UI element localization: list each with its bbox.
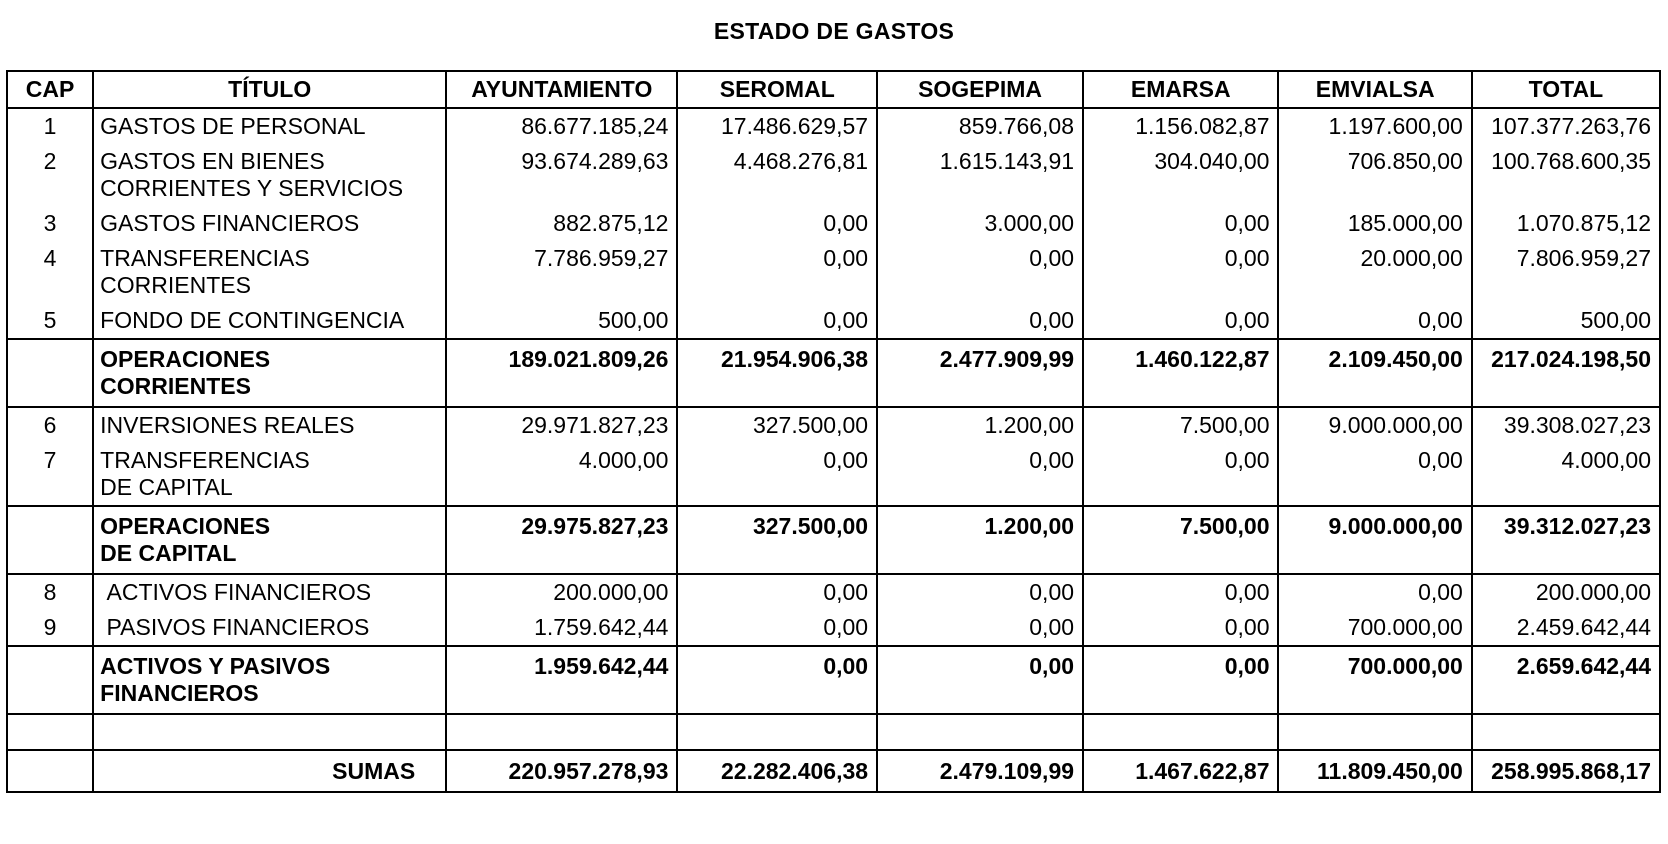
titulo-cell: TRANSFERENCIAS DE CAPITAL bbox=[93, 443, 446, 506]
value-cell: 1.197.600,00 bbox=[1278, 108, 1471, 144]
value-cell: 0,00 bbox=[677, 241, 877, 303]
cap-cell: 8 bbox=[7, 574, 93, 610]
value-cell: 0,00 bbox=[877, 646, 1083, 714]
value-cell: 86.677.185,24 bbox=[446, 108, 677, 144]
total-value-cell: 1.467.622,87 bbox=[1083, 750, 1278, 792]
value-cell: 706.850,00 bbox=[1278, 144, 1471, 206]
blank-cell bbox=[677, 714, 877, 750]
value-cell: 0,00 bbox=[1083, 303, 1278, 339]
blank-cell bbox=[1472, 714, 1660, 750]
total-value-cell: 220.957.278,93 bbox=[446, 750, 677, 792]
total-value-cell: 258.995.868,17 bbox=[1472, 750, 1660, 792]
value-cell: 189.021.809,26 bbox=[446, 339, 677, 407]
total-value-cell: 2.479.109,99 bbox=[877, 750, 1083, 792]
titulo-cell: GASTOS FINANCIEROS bbox=[93, 206, 446, 241]
cap-cell: 4 bbox=[7, 241, 93, 303]
value-cell: 0,00 bbox=[677, 206, 877, 241]
value-cell: 0,00 bbox=[677, 443, 877, 506]
value-cell: 0,00 bbox=[677, 303, 877, 339]
cap-cell bbox=[7, 506, 93, 574]
blank-row bbox=[7, 714, 1660, 750]
value-cell: 9.000.000,00 bbox=[1278, 506, 1471, 574]
value-cell: 500,00 bbox=[1472, 303, 1660, 339]
value-cell: 217.024.198,50 bbox=[1472, 339, 1660, 407]
value-cell: 0,00 bbox=[1278, 303, 1471, 339]
header-emarsa: EMARSA bbox=[1083, 71, 1278, 108]
value-cell: 39.308.027,23 bbox=[1472, 407, 1660, 443]
value-cell: 304.040,00 bbox=[1083, 144, 1278, 206]
subtotal-row bbox=[7, 506, 1660, 574]
titulo-cell: INVERSIONES REALES bbox=[93, 407, 446, 443]
value-cell: 1.615.143,91 bbox=[877, 144, 1083, 206]
header-ayuntamiento: AYUNTAMIENTO bbox=[446, 71, 677, 108]
value-cell: 0,00 bbox=[677, 646, 877, 714]
value-cell: 1.759.642,44 bbox=[446, 610, 677, 646]
cap-cell: 7 bbox=[7, 443, 93, 506]
blank-cell bbox=[1278, 714, 1471, 750]
titulo-cell: FONDO DE CONTINGENCIA bbox=[93, 303, 446, 339]
value-cell: 0,00 bbox=[1083, 646, 1278, 714]
subtotal-row bbox=[7, 339, 1660, 407]
page-title: ESTADO DE GASTOS bbox=[713, 18, 955, 44]
value-cell: 0,00 bbox=[677, 574, 877, 610]
value-cell: 2.459.642,44 bbox=[1472, 610, 1660, 646]
titulo-cell: ACTIVOS Y PASIVOS FINANCIEROS bbox=[93, 646, 446, 714]
value-cell: 1.156.082,87 bbox=[1083, 108, 1278, 144]
value-cell: 0,00 bbox=[1083, 610, 1278, 646]
header-emvialsa: EMVIALSA bbox=[1278, 71, 1471, 108]
value-cell: 39.312.027,23 bbox=[1472, 506, 1660, 574]
header-cap: CAP bbox=[7, 71, 93, 108]
blank-cell bbox=[877, 714, 1083, 750]
value-cell: 4.468.276,81 bbox=[677, 144, 877, 206]
value-cell: 0,00 bbox=[877, 303, 1083, 339]
blank-cell bbox=[93, 714, 446, 750]
cap-cell bbox=[7, 339, 93, 407]
value-cell: 327.500,00 bbox=[677, 506, 877, 574]
table-row bbox=[7, 407, 1660, 443]
value-cell: 29.975.827,23 bbox=[446, 506, 677, 574]
value-cell: 7.500,00 bbox=[1083, 407, 1278, 443]
value-cell: 107.377.263,76 bbox=[1472, 108, 1660, 144]
value-cell: 2.477.909,99 bbox=[877, 339, 1083, 407]
header-sogepima: SOGEPIMA bbox=[877, 71, 1083, 108]
value-cell: 0,00 bbox=[877, 443, 1083, 506]
value-cell: 0,00 bbox=[877, 574, 1083, 610]
blank-cell bbox=[446, 714, 677, 750]
value-cell: 0,00 bbox=[677, 610, 877, 646]
header-row bbox=[7, 71, 1660, 108]
table-row bbox=[7, 443, 1660, 506]
value-cell: 17.486.629,57 bbox=[677, 108, 877, 144]
value-cell: 2.659.642,44 bbox=[1472, 646, 1660, 714]
value-cell: 700.000,00 bbox=[1278, 610, 1471, 646]
table-row bbox=[7, 303, 1660, 339]
value-cell: 4.000,00 bbox=[446, 443, 677, 506]
value-cell: 4.000,00 bbox=[1472, 443, 1660, 506]
value-cell: 0,00 bbox=[1083, 443, 1278, 506]
value-cell: 1.070.875,12 bbox=[1472, 206, 1660, 241]
value-cell: 3.000,00 bbox=[877, 206, 1083, 241]
value-cell: 9.000.000,00 bbox=[1278, 407, 1471, 443]
value-cell: 882.875,12 bbox=[446, 206, 677, 241]
value-cell: 500,00 bbox=[446, 303, 677, 339]
value-cell: 0,00 bbox=[1278, 443, 1471, 506]
total-value-cell: 11.809.450,00 bbox=[1278, 750, 1471, 792]
value-cell: 0,00 bbox=[1278, 574, 1471, 610]
table-row bbox=[7, 206, 1660, 241]
total-value-cell: 22.282.406,38 bbox=[677, 750, 877, 792]
value-cell: 327.500,00 bbox=[677, 407, 877, 443]
table-row bbox=[7, 574, 1660, 610]
value-cell: 200.000,00 bbox=[446, 574, 677, 610]
value-cell: 2.109.450,00 bbox=[1278, 339, 1471, 407]
value-cell: 1.460.122,87 bbox=[1083, 339, 1278, 407]
table-row bbox=[7, 610, 1660, 646]
value-cell: 1.200,00 bbox=[877, 506, 1083, 574]
totals-label: SUMAS bbox=[93, 750, 446, 792]
value-cell: 700.000,00 bbox=[1278, 646, 1471, 714]
header-titulo: TÍTULO bbox=[93, 71, 446, 108]
header-total: TOTAL bbox=[1472, 71, 1660, 108]
value-cell: 185.000,00 bbox=[1278, 206, 1471, 241]
value-cell: 0,00 bbox=[1083, 574, 1278, 610]
value-cell: 1.200,00 bbox=[877, 407, 1083, 443]
expenses-table bbox=[6, 70, 1661, 793]
cap-cell: 9 bbox=[7, 610, 93, 646]
cap-cell: 6 bbox=[7, 407, 93, 443]
cap-cell: 1 bbox=[7, 108, 93, 144]
cap-cell bbox=[7, 646, 93, 714]
totals-cap-cell bbox=[7, 750, 93, 792]
titulo-cell: GASTOS EN BIENES CORRIENTES Y SERVICIOS bbox=[93, 144, 446, 206]
table-row bbox=[7, 108, 1660, 144]
blank-cell bbox=[7, 714, 93, 750]
cap-cell: 2 bbox=[7, 144, 93, 206]
value-cell: 7.500,00 bbox=[1083, 506, 1278, 574]
titulo-cell: OPERACIONES DE CAPITAL bbox=[93, 506, 446, 574]
value-cell: 7.806.959,27 bbox=[1472, 241, 1660, 303]
value-cell: 0,00 bbox=[1083, 241, 1278, 303]
titulo-cell: TRANSFERENCIAS CORRIENTES bbox=[93, 241, 446, 303]
blank-cell bbox=[1083, 714, 1278, 750]
cap-cell: 5 bbox=[7, 303, 93, 339]
value-cell: 200.000,00 bbox=[1472, 574, 1660, 610]
header-seromal: SEROMAL bbox=[677, 71, 877, 108]
value-cell: 100.768.600,35 bbox=[1472, 144, 1660, 206]
value-cell: 7.786.959,27 bbox=[446, 241, 677, 303]
value-cell: 1.959.642,44 bbox=[446, 646, 677, 714]
value-cell: 0,00 bbox=[877, 241, 1083, 303]
value-cell: 0,00 bbox=[1083, 206, 1278, 241]
value-cell: 0,00 bbox=[877, 610, 1083, 646]
subtotal-row bbox=[7, 646, 1660, 714]
table-row bbox=[7, 241, 1660, 303]
value-cell: 20.000,00 bbox=[1278, 241, 1471, 303]
titulo-cell: OPERACIONES CORRIENTES bbox=[93, 339, 446, 407]
value-cell: 859.766,08 bbox=[877, 108, 1083, 144]
titulo-cell: PASIVOS FINANCIEROS bbox=[93, 610, 446, 646]
value-cell: 29.971.827,23 bbox=[446, 407, 677, 443]
value-cell: 93.674.289,63 bbox=[446, 144, 677, 206]
totals-row bbox=[7, 750, 1660, 792]
table-row bbox=[7, 144, 1660, 206]
titulo-cell: ACTIVOS FINANCIEROS bbox=[93, 574, 446, 610]
value-cell: 21.954.906,38 bbox=[677, 339, 877, 407]
cap-cell: 3 bbox=[7, 206, 93, 241]
titulo-cell: GASTOS DE PERSONAL bbox=[93, 108, 446, 144]
